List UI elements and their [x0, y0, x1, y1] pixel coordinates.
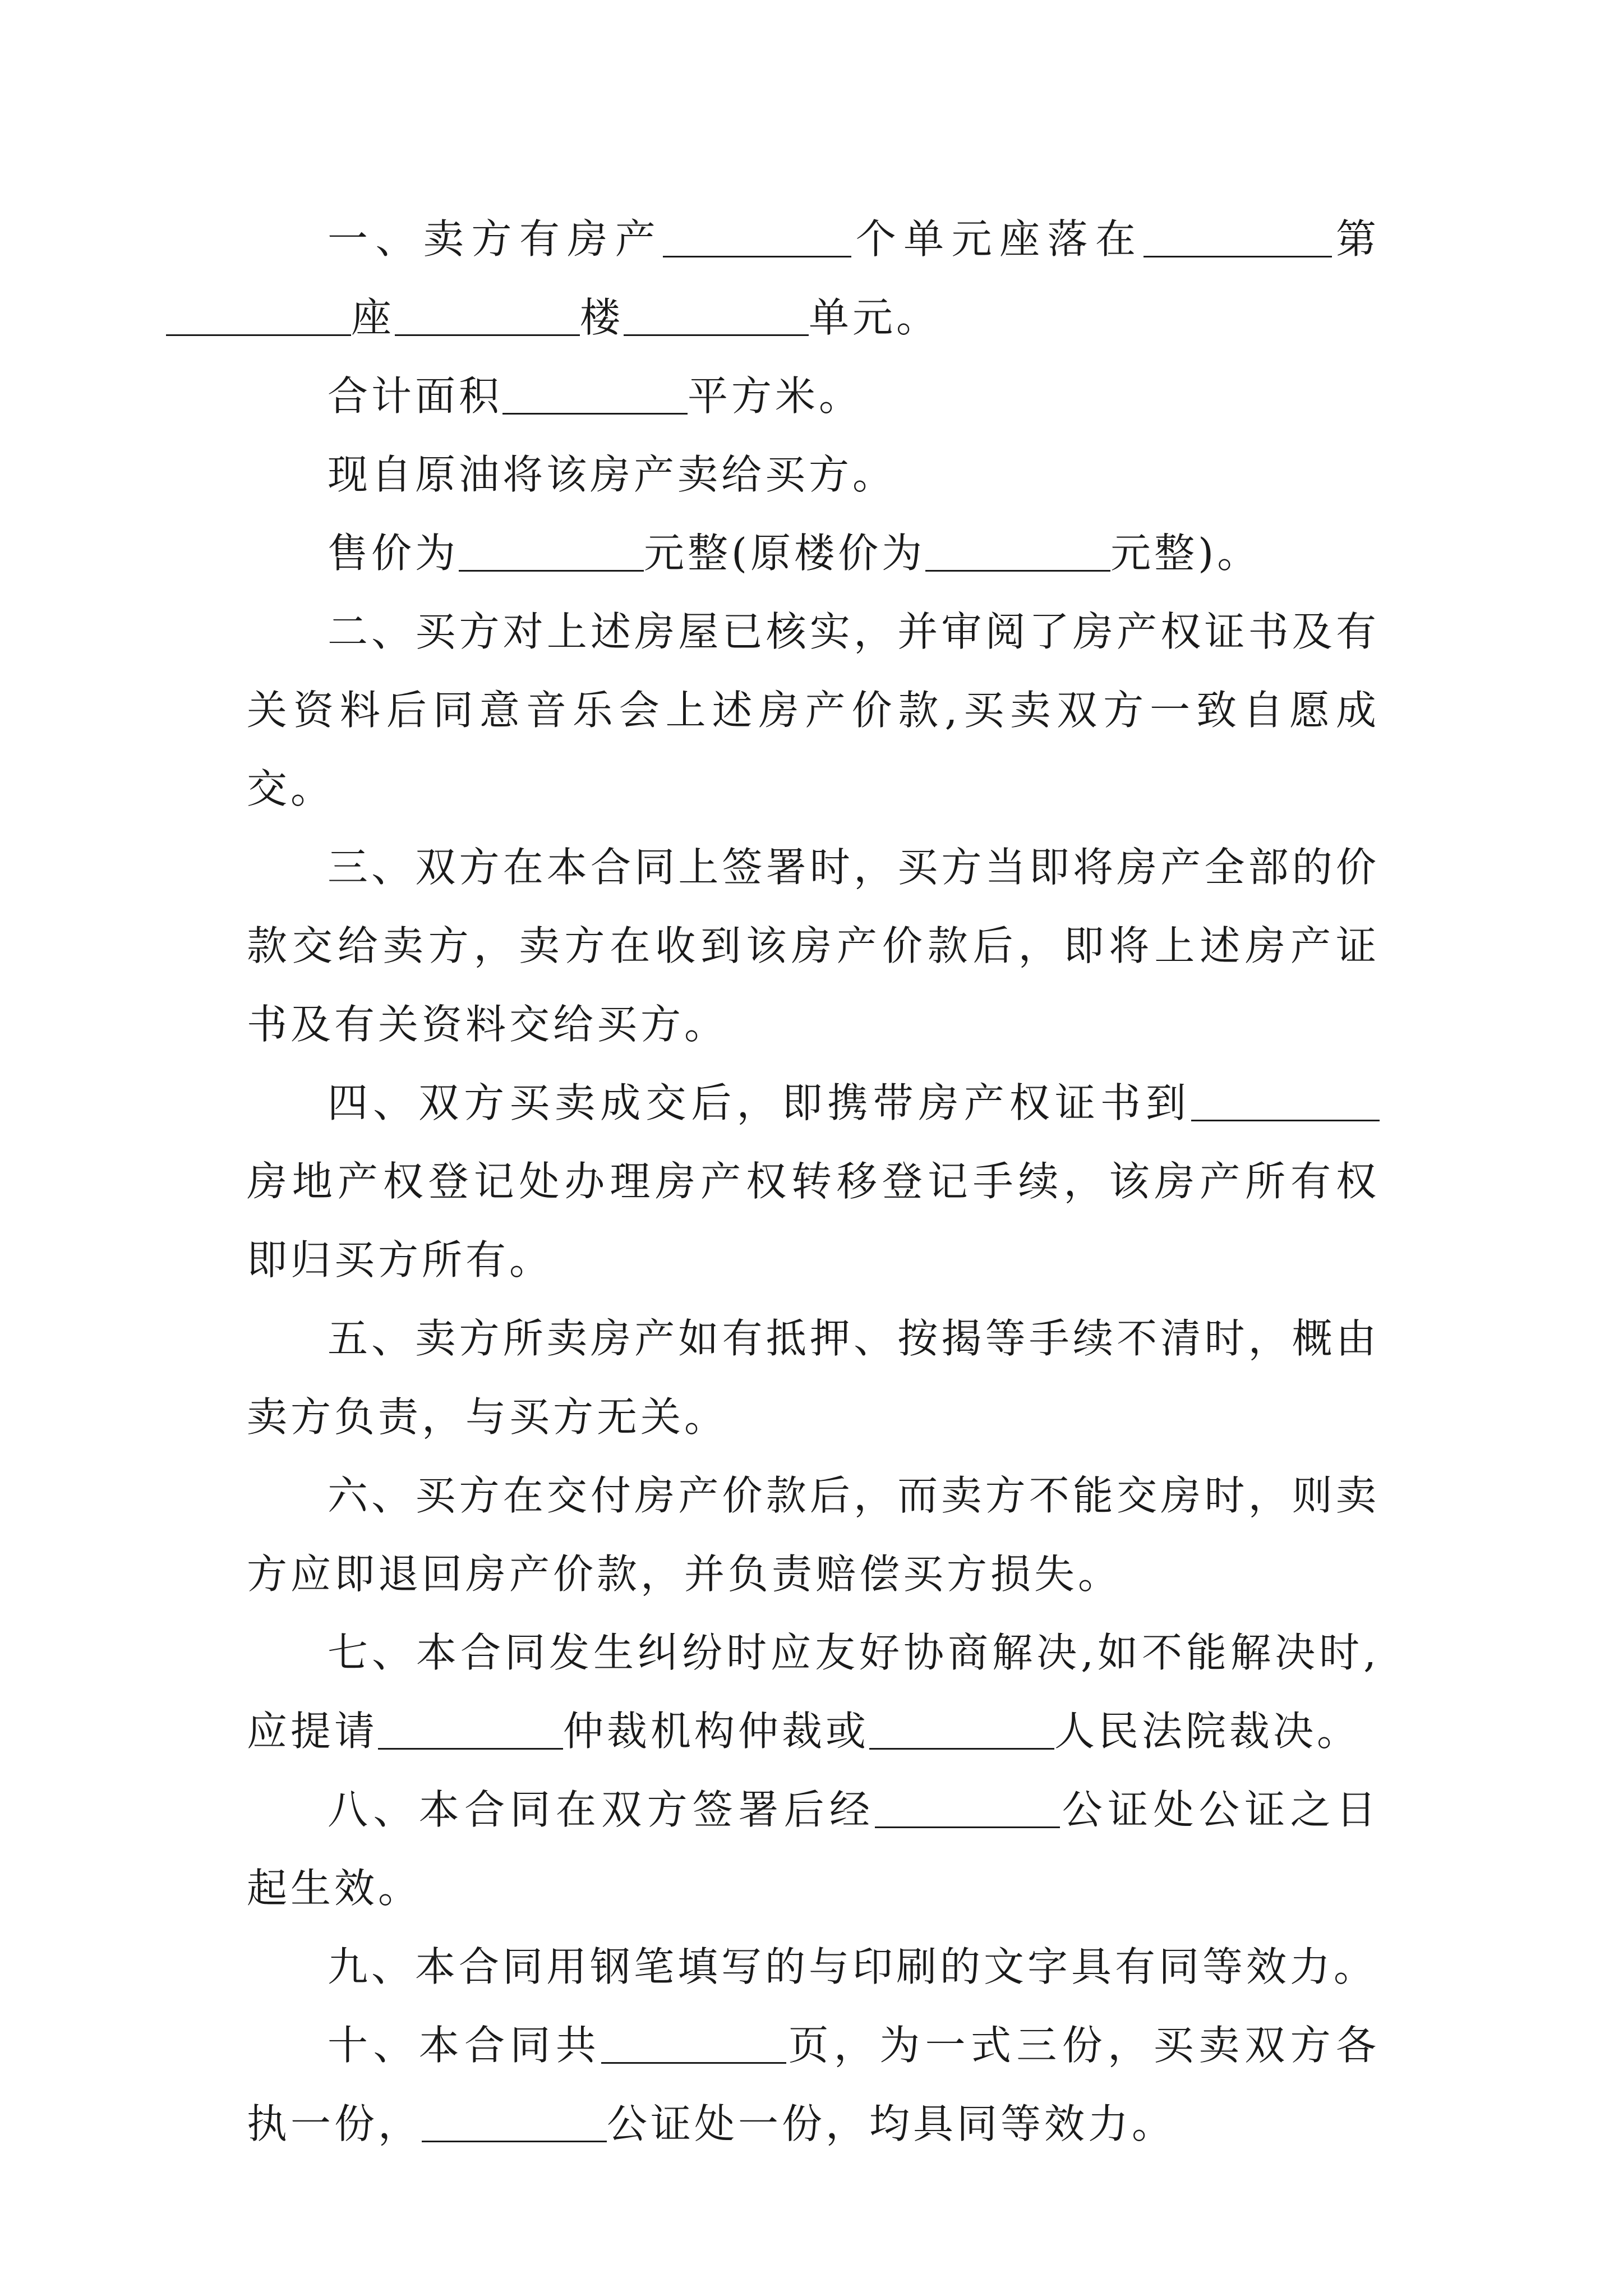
clause-text: 现自原油将该房产卖给买方。 — [328, 451, 897, 498]
clause-1 — [247, 200, 1380, 357]
clause-text: 售价为 — [328, 530, 459, 577]
clause-text: 楼 — [580, 294, 624, 341]
fill-blank — [459, 531, 644, 572]
clause-text: 三、双方在本合同上签署时，买方当即将房产全部的价款交给卖方，卖方在收到该房产价款后，即将上述房产证书及有关资料交给买方。 — [247, 844, 1380, 1048]
fill-blank — [378, 1709, 563, 1750]
clause-text: 四、双方买卖成交后，即携带房产权证书到 — [328, 1079, 1191, 1126]
clause-text: 十、本合同共 — [328, 2022, 602, 2069]
clause-text: 第 — [1331, 215, 1380, 263]
fill-blank — [624, 295, 809, 336]
fill-blank — [925, 531, 1110, 572]
clause-3 — [247, 828, 1380, 1064]
clause-text: 一、卖方有房产 — [328, 215, 663, 263]
clause-text: 元整)。 — [1110, 530, 1261, 577]
clause-text: 七、本合同发生纠纷时应友好协商解决,如不能解决时,应提请 — [247, 1629, 1380, 1755]
clause-10 — [247, 2006, 1380, 2163]
clause-8 — [247, 1770, 1380, 1927]
clause-text: 座 — [351, 294, 395, 341]
clause-6 — [247, 1456, 1380, 1613]
clause-text: 八、本合同在双方签署后经 — [328, 1786, 875, 1833]
fill-blank — [166, 295, 351, 336]
clause-text: 公证处公证之日起生效。 — [247, 1786, 1380, 1912]
fill-blank — [395, 295, 580, 336]
clause-5 — [247, 1299, 1380, 1456]
fill-blank — [875, 1787, 1060, 1828]
fill-blank — [422, 2101, 607, 2142]
clause-text: 人民法院裁决。 — [1054, 1708, 1361, 1755]
contract-page — [247, 200, 1380, 2163]
clause-4 — [247, 1064, 1380, 1299]
fill-blank — [869, 1709, 1054, 1750]
clause-text: 元整(原楼价为 — [644, 530, 926, 577]
clause-text: 平方米。 — [688, 372, 863, 420]
fill-blank — [1144, 217, 1332, 257]
clause-text: 二、买方对上述房屋已核实，并审阅了房产权证书及有关资料后同意音乐会上述房产价款,买卖双方一致自愿成交。 — [247, 608, 1380, 812]
clause-text: 合计面积 — [328, 372, 503, 420]
clause-2 — [247, 592, 1380, 828]
clause-text: 公证处一份，均具同等效力。 — [607, 2100, 1176, 2147]
clause-text: 房地产权登记处办理房产权转移登记手续，该房产所有权即归买方所有。 — [247, 1158, 1380, 1283]
clause-9 — [247, 1927, 1380, 2006]
clause-text: 六、买方在交付房产价款后，而卖方不能交房时，则卖方应即退回房产价款，并负责赔偿买方损失。 — [247, 1472, 1380, 1598]
clause-text: 仲裁机构仲裁或 — [563, 1708, 870, 1755]
area-line — [247, 357, 1380, 435]
clause-text: 九、本合同用钢笔填写的与印刷的文字具有同等效力。 — [328, 1943, 1378, 1990]
fill-blank — [601, 2023, 786, 2064]
price-line — [247, 514, 1380, 592]
clause-text: 页，为一式三份，买卖双方各执一份， — [247, 2022, 1380, 2147]
clause-text: 个单元座落在 — [851, 215, 1144, 263]
clause-text: 单元。 — [809, 294, 940, 341]
clause-7 — [247, 1613, 1380, 1770]
sale-line — [247, 435, 1380, 514]
clause-text: 五、卖方所卖房产如有抵押、按揭等手续不清时，概由卖方负责，与买方无关。 — [247, 1315, 1380, 1441]
fill-blank — [663, 217, 851, 257]
fill-blank — [1191, 1080, 1380, 1121]
fill-blank — [502, 374, 688, 415]
